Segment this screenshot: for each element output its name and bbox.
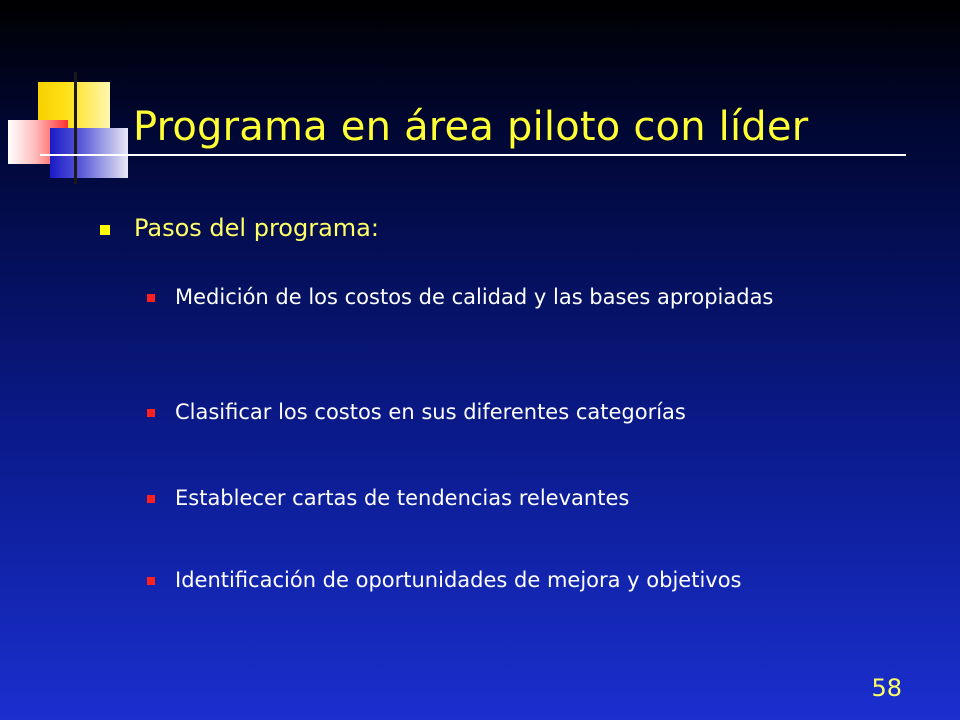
square-bullet-icon <box>147 577 155 585</box>
step-text: Clasificar los costos en sus diferentes categorías <box>175 400 686 424</box>
step-text: Medición de los costos de calidad y las bases apropiadas <box>175 285 774 309</box>
step-item <box>147 565 875 596</box>
blue-square-decoration <box>50 128 128 178</box>
square-bullet-icon <box>100 225 110 235</box>
page-number: 58 <box>871 674 902 702</box>
step-item <box>147 483 875 514</box>
title-underline <box>40 154 906 156</box>
bullet-level1-text: Pasos del programa: <box>134 214 379 242</box>
step-item <box>147 282 875 313</box>
step-text: Identificación de oportunidades de mejora y objetivos <box>175 568 742 592</box>
step-item <box>147 397 875 428</box>
square-bullet-icon <box>147 409 155 417</box>
square-bullet-icon <box>147 294 155 302</box>
square-bullet-icon <box>147 495 155 503</box>
bullet-level1 <box>100 212 379 244</box>
step-text: Establecer cartas de tendencias relevantes <box>175 486 630 510</box>
vertical-rule-decoration <box>74 72 77 184</box>
slide-title: Programa en área piloto con líder <box>133 104 809 150</box>
